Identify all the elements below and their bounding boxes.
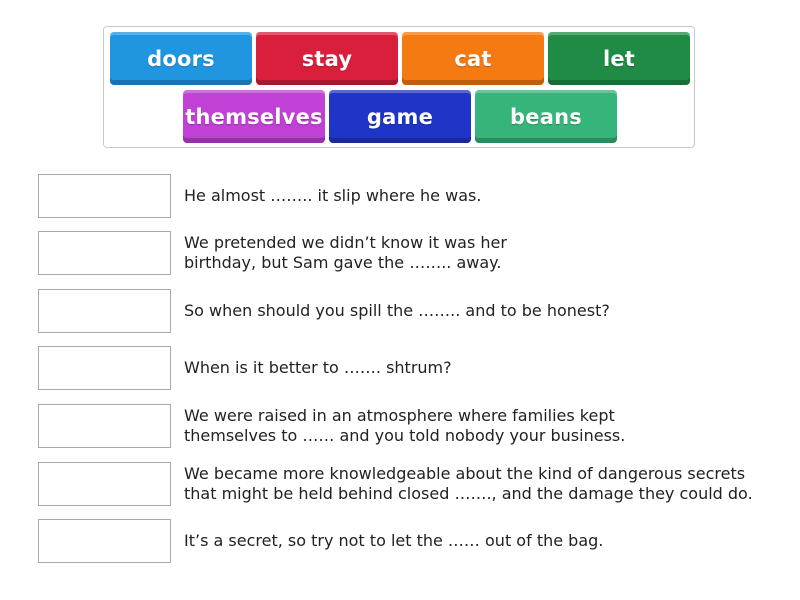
question-text: We were raised in an atmosphere where families kept themselves to …… and you told nobody your business. — [184, 406, 626, 445]
question-row — [38, 404, 788, 448]
answer-drop-slot[interactable] — [38, 404, 171, 448]
word-tile-let[interactable]: let — [548, 32, 690, 85]
question-row — [38, 462, 788, 506]
question-text: We pretended we didn’t know it was her birthday, but Sam gave the …….. away. — [184, 233, 507, 272]
question-row — [38, 289, 788, 333]
question-row — [38, 174, 788, 218]
question-row — [38, 519, 788, 563]
question-text: So when should you spill the …….. and to be honest? — [184, 301, 610, 320]
question-text: We became more knowledgeable about the kind of dangerous secrets that might be held behind closed ……., and the damage they could do. — [184, 464, 753, 503]
word-tile-doors[interactable]: doors — [110, 32, 252, 85]
answer-drop-slot[interactable] — [38, 289, 171, 333]
answer-drop-slot[interactable] — [38, 231, 171, 275]
word-tile-stay[interactable]: stay — [256, 32, 398, 85]
question-text: He almost …….. it slip where he was. — [184, 186, 482, 205]
answer-drop-slot[interactable] — [38, 174, 171, 218]
answer-drop-slot[interactable] — [38, 346, 171, 390]
question-text: It’s a secret, so try not to let the …… out of the bag. — [184, 531, 604, 550]
answer-drop-slot[interactable] — [38, 519, 171, 563]
word-tile-cat[interactable]: cat — [402, 32, 544, 85]
word-tile-beans[interactable]: beans — [475, 90, 617, 143]
answer-drop-slot[interactable] — [38, 462, 171, 506]
question-row — [38, 346, 788, 390]
question-row — [38, 231, 788, 275]
word-tile-themselves[interactable]: themselves — [183, 90, 325, 143]
word-tile-game[interactable]: game — [329, 90, 471, 143]
question-text: When is it better to ……. shtrum? — [184, 358, 452, 377]
word-bank — [103, 26, 695, 148]
